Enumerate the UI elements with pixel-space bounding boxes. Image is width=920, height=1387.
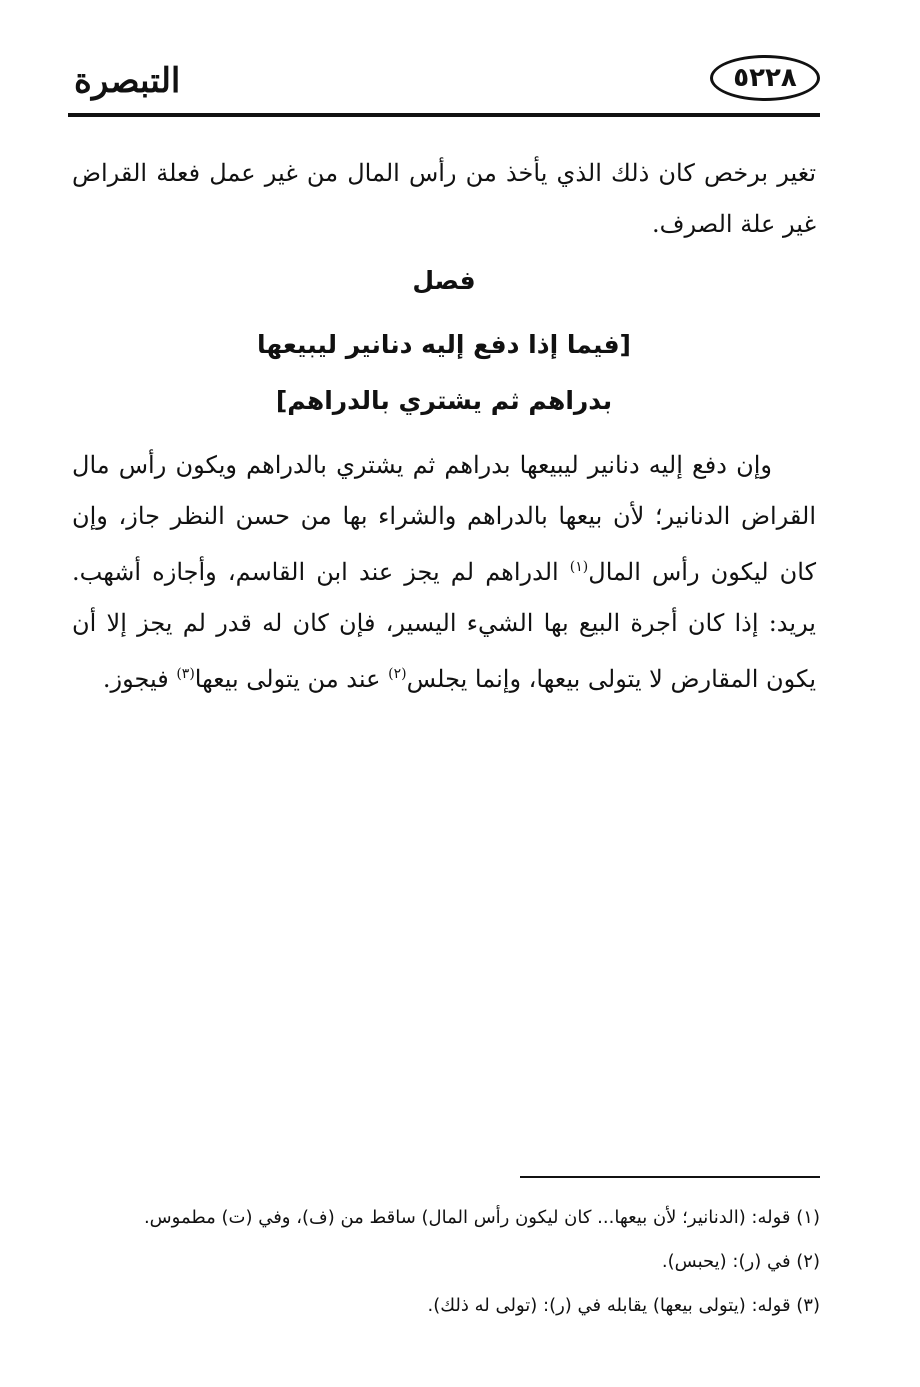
footnote-separator — [520, 1176, 820, 1178]
paragraph-part-2: الدراهم لم يجز عند ابن القاسم، وأجازه أشهب. يريد: إذا كان أجرة البيع بها الشيء اليسير، فإن كان له قدر لم يجز إلا أن يكون المقارض لا يتولى بيعها، وإنما يجلس — [72, 558, 816, 693]
book-title: التبصرة — [74, 61, 181, 101]
footnote-ref-2[interactable]: (٢) — [388, 666, 407, 682]
footnote-ref-3[interactable]: (٣) — [176, 666, 195, 682]
page-header — [68, 55, 820, 121]
footnote-ref-1[interactable]: (١) — [569, 559, 589, 575]
continuation-text: تغير برخص كان ذلك الذي يأخذ من رأس المال من غير عمل فعلة القراض غير علة الصرف. — [72, 159, 816, 238]
section-paragraph-text — [72, 440, 816, 705]
header-rule — [68, 113, 820, 117]
paragraph-indent — [772, 451, 816, 479]
footnote-2: (٢) في (ر): (يحبس). — [661, 1251, 820, 1272]
section-label: فصل — [412, 266, 476, 295]
page-number: ٥٢٢٨ — [733, 63, 797, 93]
section-title-line-1: [فيما إذا دفع إليه دنانير ليبيعها — [257, 330, 631, 359]
footnotes — [72, 1196, 820, 1328]
section-paragraph — [72, 440, 816, 705]
footnote-1: (١) قوله: (الدنانير؛ لأن بيعها... كان ليكون رأس المال) ساقط من (ف)، وفي (ت) مطموس. — [143, 1207, 820, 1228]
paragraph-part-4: فيجوز. — [102, 665, 177, 693]
page-number-badge — [710, 55, 820, 101]
paragraph-part-1: وإن دفع إليه دنانير ليبيعها بدراهم ثم يشتري بالدراهم ويكون رأس مال القراض الدنانير؛ لأن بيعها بالدراهم والشراء بها من حسن النظر جاز، وإن كان ليكون رأس المال — [72, 451, 816, 586]
paragraph-part-3: عند من يتولى بيعها — [194, 665, 389, 693]
continuation-paragraph — [72, 148, 816, 250]
footnote-3: (٣) قوله: (يتولى بيعها) يقابله في (ر): (تولى له ذلك). — [427, 1295, 820, 1316]
section-title-line-2: بدراهم ثم يشتري بالدراهم] — [275, 386, 613, 415]
